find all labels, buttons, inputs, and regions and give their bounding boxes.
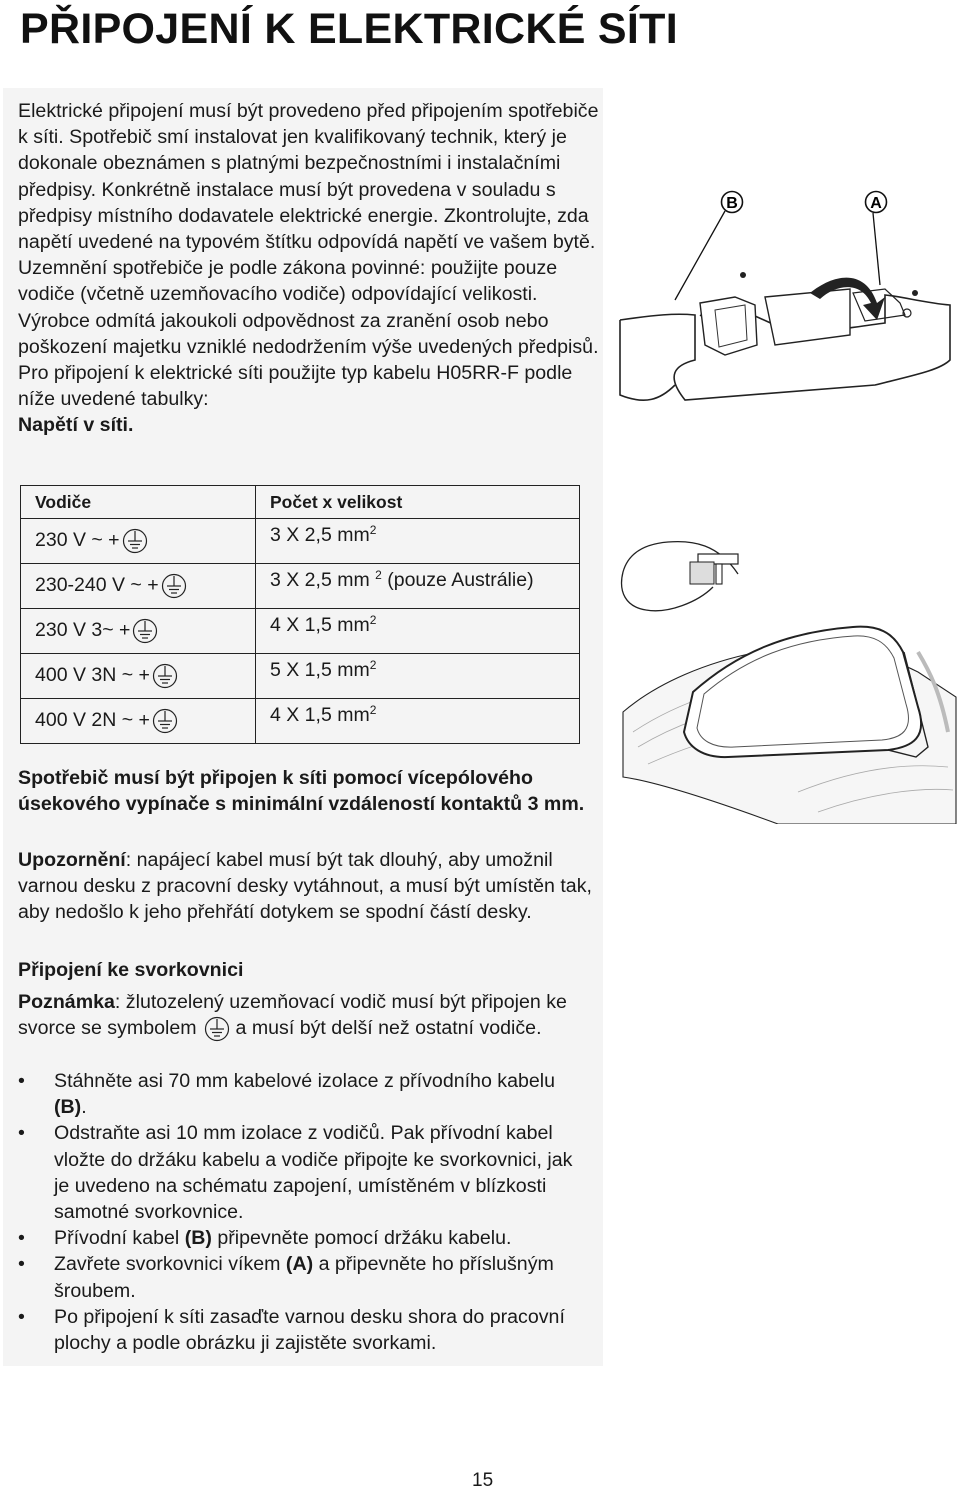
ground-symbol-icon	[161, 573, 187, 599]
list-item-text-end: .	[81, 1096, 87, 1119]
list-item-ref: (A)	[285, 1253, 314, 1276]
table-header-row	[21, 486, 580, 519]
note-label: Poznámka	[18, 991, 115, 1013]
figure-label-a: A	[870, 195, 882, 212]
list-item	[18, 1068, 588, 1120]
voltage-cell	[21, 654, 256, 699]
table-row	[21, 519, 580, 564]
list-item	[18, 1304, 588, 1356]
list-item-text-end: připevněte pomocí držáku kabelu.	[211, 1227, 512, 1250]
fixing-clamp-figure	[618, 532, 958, 824]
voltage-cell	[21, 699, 256, 744]
list-item	[18, 1225, 588, 1251]
size-value: 5 X 1,5 mm	[270, 659, 370, 681]
ground-symbol-icon	[132, 618, 158, 644]
voltage-cell	[21, 609, 256, 654]
content-panel	[3, 88, 603, 1366]
voltage-value: 230-240 V ~ +	[35, 574, 159, 596]
intro-bold-tail: Napětí v síti.	[18, 414, 134, 437]
size-value: 4 X 1,5 mm	[270, 614, 370, 636]
cable-table	[20, 485, 580, 744]
list-item-ref: (B)	[184, 1227, 212, 1250]
bullet-dot-icon: •	[18, 1227, 25, 1250]
list-item	[18, 1120, 588, 1225]
table-row	[21, 564, 580, 609]
list-item	[18, 1251, 588, 1303]
voltage-value: 400 V 3N ~ +	[35, 664, 150, 686]
list-item-text-end: a připevněte ho příslušným šroubem.	[54, 1253, 554, 1302]
bullet-dot-icon: •	[18, 1070, 25, 1092]
terminal-heading: Připojení ke svorkovnici	[18, 959, 244, 981]
list-item-text: Odstraňte asi 10 mm izolace z vodičů. Pak přívodní kabel vložte do držáku kabelu a vodiče připojte ke svorkovnici, jak je uvedeno na schématu zapojení, umístěném v blízkosti samotné svorkovnice.	[54, 1122, 573, 1224]
page-title: PŘIPOJENÍ K ELEKTRICKÉ SÍTI	[20, 5, 678, 53]
size-exponent: 2	[375, 568, 382, 582]
size-exponent: 2	[369, 523, 377, 537]
table-row	[21, 609, 580, 654]
size-value: 3 X 2,5 mm	[270, 569, 376, 591]
table-row	[21, 699, 580, 744]
bullet-dot-icon: •	[18, 1253, 25, 1276]
table-row	[21, 654, 580, 699]
list-item-text: Přívodní kabel	[54, 1227, 185, 1250]
bullet-dot-icon: •	[18, 1305, 25, 1328]
warning-paragraph	[18, 847, 603, 926]
terminal-block-figure	[615, 185, 955, 415]
note-text-after: a musí být delší než ostatní vodiče.	[235, 1017, 542, 1040]
ground-symbol-icon	[152, 708, 178, 734]
voltage-value: 230 V 3~ +	[35, 619, 131, 641]
size-exponent: 2	[369, 613, 377, 627]
table-header-conductors: Vodiče	[21, 486, 256, 519]
list-item-ref: (B)	[54, 1096, 82, 1119]
size-cell	[256, 609, 580, 654]
list-item-text: Po připojení k síti zasaďte varnou desku shora do pracovní plochy a podle obrázku ji zajistěte svorkami.	[54, 1305, 565, 1355]
bullet-dot-icon: •	[18, 1122, 25, 1145]
intro-text: Elektrické připojení musí být provedeno před připojením spotřebiče k síti. Spotřebič smí instalovat jen kvalifikovaný technik, který je dokonale obeznámen s platnými bezpečnostními i instalačními předpisy. Konkrétně instalace musí být provedena v souladu s předpisy místního dodavatele elektrické energie. Zkontrolujte, zda napětí uvedené na typovém štítku odpovídá napětí ve vašem bytě. Uzemnění spotřebiče je podle zákona povinné: použijte pouze vodiče (včetně uzemňovacího vodiče) odpovídající velikosti. Výrobce odmítá jakoukoli odpovědnost za zranění osob nebo poškození majetku vzniklé nedodržením výše uvedených předpisů. Pro připojení k elektrické síti použijte typ kabelu H05RR-F podle níže uvedené tabulky:	[18, 100, 599, 411]
note-text-before: : žlutozelený uzemňovací vodič musí být připojen ke svorce se symbolem	[18, 991, 567, 1040]
voltage-cell	[21, 564, 256, 609]
list-item-text: Stáhněte asi 70 mm kabelové izolace z přívodního kabelu	[54, 1070, 556, 1092]
size-suffix: (pouze Austrálie)	[381, 569, 534, 591]
ground-symbol-icon	[122, 528, 148, 554]
note-paragraph	[18, 989, 603, 1042]
list-item-text: Zavřete svorkovnici víkem	[54, 1253, 286, 1276]
warning-text: : napájecí kabel musí být tak dlouhý, aby umožnil varnou desku z pracovní desky vytáhnout, a musí být umístěn tak, aby nedošlo k jeho přehřátí dotykem se spodní částí desky.	[18, 849, 592, 924]
page-number: 15	[472, 1470, 494, 1491]
warning-label: Upozornění	[18, 849, 126, 871]
switch-requirement: Spotřebič musí být připojen k síti pomocí vícepólového úsekového vypínače s minimální vzdáleností kontaktů 3 mm.	[18, 767, 585, 816]
size-exponent: 2	[369, 703, 377, 717]
size-cell	[256, 564, 580, 609]
voltage-value: 400 V 2N ~ +	[35, 709, 150, 731]
ground-symbol-icon	[152, 663, 178, 689]
size-exponent: 2	[369, 658, 377, 672]
intro-paragraph	[18, 98, 603, 439]
figure-label-b: B	[726, 195, 738, 212]
instructions-list	[18, 1068, 588, 1356]
size-cell	[256, 699, 580, 744]
voltage-cell	[21, 519, 256, 564]
ground-symbol-icon	[204, 1016, 230, 1042]
table-header-size: Počet x velikost	[256, 486, 580, 519]
size-cell	[256, 519, 580, 564]
size-value: 3 X 2,5 mm	[270, 524, 370, 546]
size-value: 4 X 1,5 mm	[270, 704, 370, 726]
size-cell	[256, 654, 580, 699]
voltage-value: 230 V ~ +	[35, 529, 120, 551]
